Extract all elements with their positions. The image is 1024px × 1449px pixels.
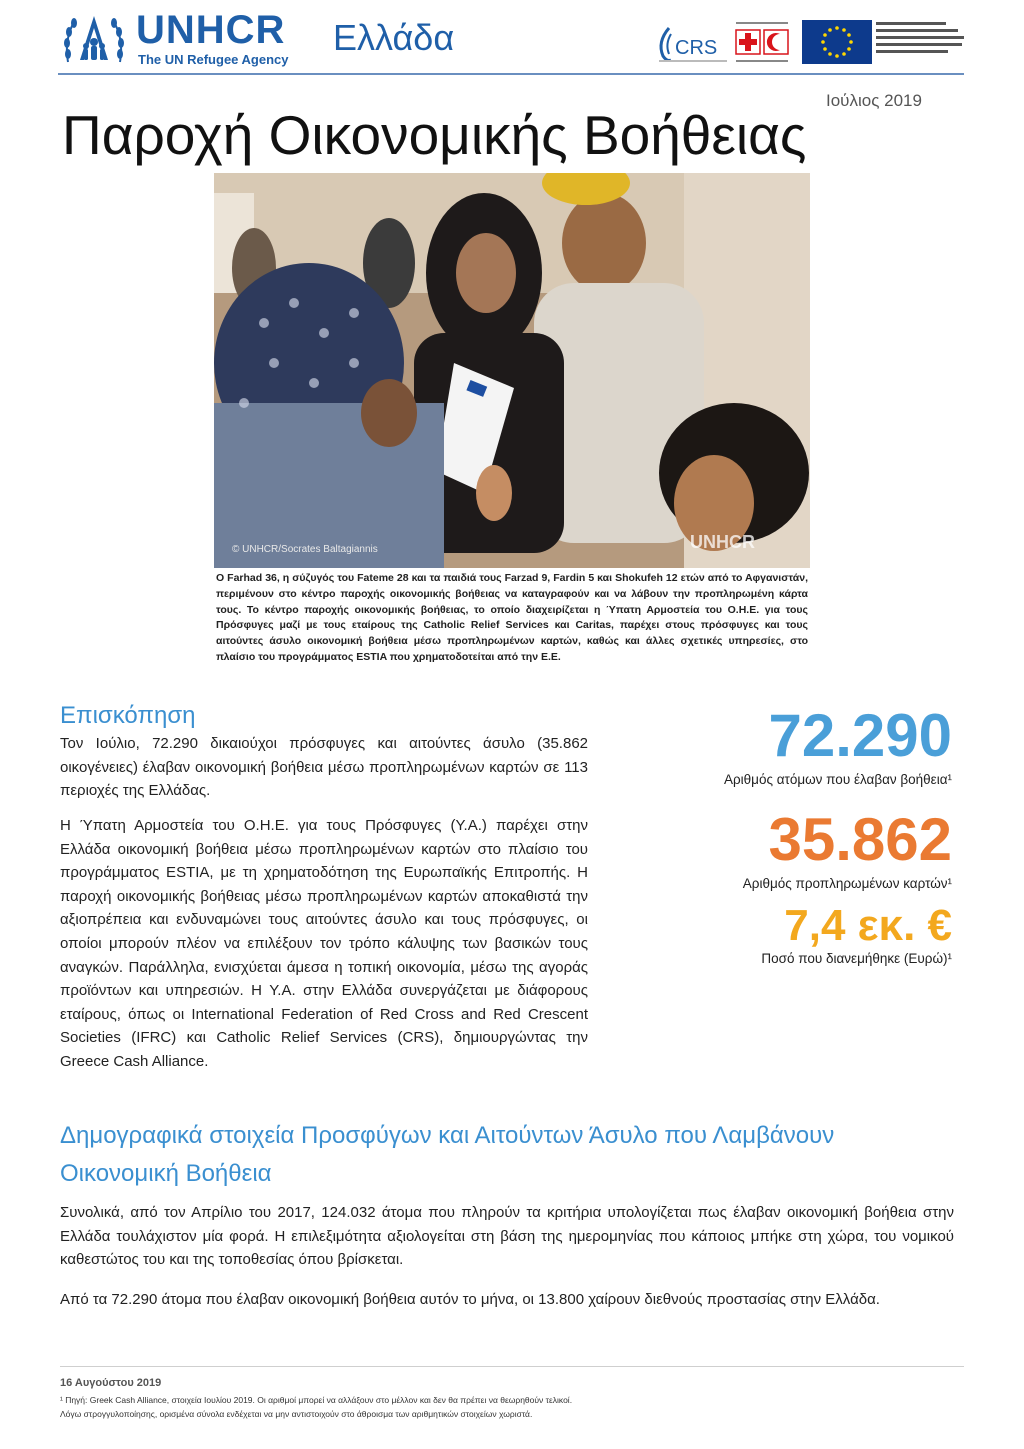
ifrc-logo-icon xyxy=(734,18,790,68)
overview-paragraph-1: Τον Ιούλιο, 72.290 δικαιούχοι πρόσφυγες και αιτούντες άσυλο (35.862 οικογένειες) έλαβαν οικονομική βοήθεια μέσω προπληρωμένων καρτών σε 113 περιοχές της Ελλάδας. xyxy=(60,735,588,800)
brand-tagline: The UN Refugee Agency xyxy=(138,52,289,67)
unhcr-emblem-icon xyxy=(60,10,128,70)
stat-people-label: Αριθμός ατόμων που έλαβαν βοήθεια¹ xyxy=(723,772,952,787)
footer-source-note: ¹ Πηγή: Greek Cash Alliance, στοιχεία Ιουλίου 2019. Οι αριθμοί μπορεί να αλλάξουν στο μέλλον και δεν θα πρέπει να θεωρηθούν τελικοί. xyxy=(60,1395,573,1405)
report-date: Ιούλιος 2019 xyxy=(826,91,922,110)
brand-name: UNHCR xyxy=(136,8,286,52)
footer-date: 16 Αυγούστου 2019 xyxy=(60,1377,162,1389)
photo-caption: Ο Farhad 36, η σύζυγός του Fateme 28 και τα παιδιά τους Farzad 9, Fardin 5 και Shokufeh 12 ετών από το Αφγανιστάν, περιμένουν στο κέντρο παροχής οικονομικής βοήθειας να καταγραφούν και να λάβουν την προπληρωμένη κάρτα τους. Το κέντρο παροχής οικονομικής βοήθειας, το οποίο διαχειρίζεται η Ύπατη Αρμοστεία του Ο.Η.Ε. για τους Πρόσφυγες μαζί με τους εταίρους της Catholic Relief Services και Caritas, παρέχει στους πρόσφυγες και τους αιτούντες άσυλο οικονομική βοήθεια μέσω προπληρωμένων καρτών, καθώς και άλλες σχετικές υπηρεσίες, στο πλαίσιο του προγράμματος ESTIA που χρηματοδοτείται από την Ε.Ε. xyxy=(216,572,808,663)
overview-heading: Επισκόπηση xyxy=(60,702,196,729)
demographics-paragraph-2: Από τα 72.290 άτομα που έλαβαν οικονομική βοήθεια αυτόν το μήνα, οι 13.800 χαίρουν διεθνούς προστασίας στην Ελλάδα. xyxy=(60,1291,880,1308)
crs-logo-icon xyxy=(655,22,731,66)
footer-rounding-note: Λόγω στρογγυλοποίησης, ορισμένα σύνολα ενδέχεται να μην αντιστοιχούν στο άθροισμα των αριθμητικών στοιχείων χωριστά. xyxy=(60,1409,533,1419)
svg-text:CRS: CRS xyxy=(675,37,718,59)
eu-funding-caption-icon xyxy=(876,20,966,60)
stat-amount-label: Ποσό που διανεμήθηκε (Ευρώ)¹ xyxy=(761,951,952,966)
stat-amount-value: 7,4 εκ. € xyxy=(784,901,952,950)
page-title: Παροχή Οικονομικής Βοήθειας xyxy=(62,104,807,166)
photo-credit: © UNHCR/Socrates Baltagiannis xyxy=(232,544,378,555)
demographics-heading: Δημογραφικά στοιχεία Προσφύγων και Αιτούντων Άσυλο που Λαμβάνουν Οικονομική Βοήθεια xyxy=(60,1122,835,1187)
photo-watermark: UNHCR xyxy=(690,532,755,552)
stat-cards-value: 35.862 xyxy=(768,806,952,873)
stat-cards-label: Αριθμός προπληρωμένων καρτών¹ xyxy=(742,876,952,891)
header-divider xyxy=(58,73,964,75)
footer-divider xyxy=(60,1366,964,1367)
cover-photo xyxy=(214,173,810,568)
cover-photo-illustration xyxy=(214,173,810,568)
page-header xyxy=(0,0,1024,80)
demographics-paragraph-1: Συνολικά, από τον Απρίλιο του 2017, 124.032 άτομα που πληρούν τα κριτήρια υπολογίζεται πως έλαβαν οικονομική βοήθεια στην Ελλάδα τουλάχιστον μία φορά. Η επιλεξιμότητα αξιολογείται στη βάση της ημερομηνίας που κάποιος μπήκε στη χώρα, του νομικού καθεστώτος του και της τοποθεσίας όπου βρίσκεται. xyxy=(60,1204,954,1269)
country-name: Ελλάδα xyxy=(333,17,455,58)
stat-people-value: 72.290 xyxy=(768,702,952,769)
eu-flag-icon xyxy=(802,20,872,64)
overview-paragraph-2: Η Ύπατη Αρμοστεία του Ο.Η.Ε. για τους Πρόσφυγες (Υ.Α.) παρέχει στην Ελλάδα οικονομική βοήθεια μέσω προπληρωμένων καρτών στο πλαίσιο του προγράμματος ESTIA, με τη χρηματοδότηση της Ευρωπαϊκής Επιτροπής. Η παροχή οικονομικής βοήθειας μέσω προπληρωμένων καρτών αποκαθιστά την αξιοπρέπεια και ενδυναμώνει τους αιτούντες άσυλο και τους πρόσφυγες, οι οποίοι μπορούν πλέον να επιλέξουν τον τρόπο κάλυψης των βασικών τους αναγκών. Παράλληλα, ενισχύεται άμεσα η τοπική οικονομία, μέσω της αγοράς προϊόντων και υπηρεσιών. Η Υ.Α. στην Ελλάδα συνεργάζεται με διάφορους εταίρους, όπως οι International Federation of Red Cross and Red Crescent Societies (IFRC) και Catholic Relief Services (CRS), δημιουργώντας την Greece Cash Alliance. xyxy=(60,817,588,1070)
